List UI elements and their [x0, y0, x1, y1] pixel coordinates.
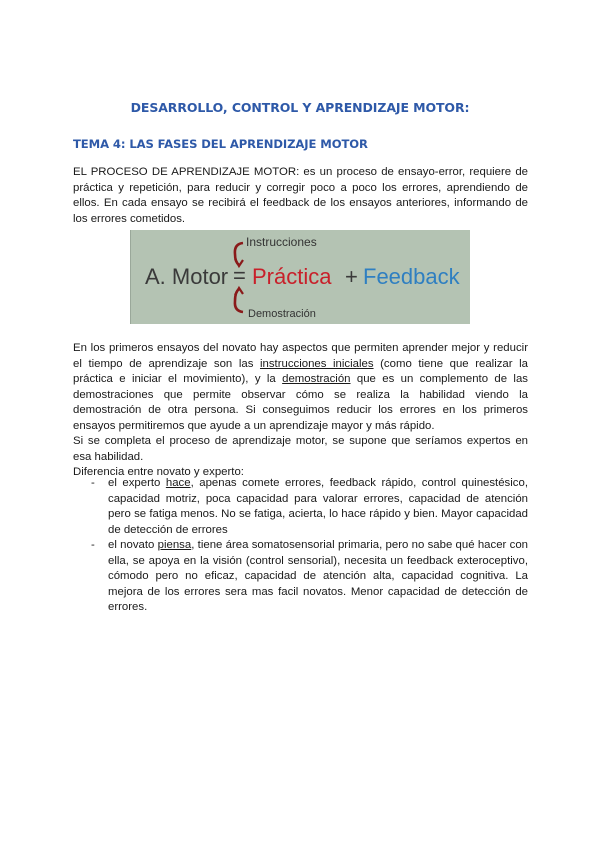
section-title: TEMA 4: LAS FASES DEL APRENDIZAJE MOTOR	[73, 137, 368, 151]
body-paragraph	[73, 341, 528, 481]
text-run: Si se completa el proceso de aprendizaje motor, se supone que seríamos expertos en esa habilidad.	[73, 435, 528, 463]
text-run: , tiene área somatosensorial primaria, pero no sabe qué hacer con ella, se apoya en la visión (control sensorial), necesita un feedback exteroceptivo, cómodo pero no eficaz, capacidad de atención alta, capacidad cognitiva. La mejora de los errores sera mas facil novatos. Menor capacidad de detección de errores.	[108, 539, 528, 613]
diagram-practica: Práctica	[252, 264, 332, 289]
diagram-feedback: Feedback	[363, 264, 460, 289]
intro-paragraph: EL PROCESO DE APRENDIZAJE MOTOR: es un proceso de ensayo-error, requiere de práctica y repetición, para reducir y corregir poco a poco los errores, aprendiendo de ellos. En cada ensayo se recibirá el feedback de los ensayos anteriores, informando de los errores cometidos.	[73, 166, 528, 225]
bullet-dash: -	[91, 477, 95, 489]
document-title: DESARROLLO, CONTROL Y APRENDIZAJE MOTOR:	[130, 100, 470, 115]
underlined-term-hace: hace	[165, 477, 191, 489]
text-run: que es un complemento de las demostraciones que permite observar cómo se realiza la habilidad viendo la demostración de otra persona. Si conseguimos reducir los errores en los primeros ensayos permitiremos que ayude a un aprendizaje mayor y más rápido.	[73, 373, 528, 432]
diagram-motor: A. Motor	[145, 264, 229, 289]
underlined-term-piensa: piensa	[157, 539, 192, 551]
text-run: (como tiene que realizar la práctica e iniciar el movimiento), y la	[73, 357, 528, 385]
comparison-list	[73, 476, 528, 616]
diagram-instrucciones: Instrucciones	[246, 235, 317, 249]
list-item-novato	[73, 538, 528, 616]
bullet-dash: -	[91, 539, 95, 551]
text-run: el novato	[108, 539, 158, 551]
list-item-experto	[73, 476, 528, 538]
underlined-term-instrucciones: instrucciones iniciales	[259, 357, 374, 370]
motor-learning-diagram	[130, 230, 470, 324]
text-run: En los primeros ensayos del novato hay aspectos que permiten aprender mejor y reducir el tiempo de aprendizaje son las	[73, 342, 528, 370]
text-run: Diferencia entre novato y experto:	[73, 466, 244, 478]
text-run: el experto	[108, 477, 166, 489]
diagram-equals: =	[233, 263, 246, 288]
underlined-term-demostracion: demostración	[282, 373, 351, 385]
text-run: , apenas comete errores, feedback rápido, control quinestésico, capacidad motriz, poca capacidad para valorar errores, capacidad de atención pero se fatiga menos. No se fatiga, acierta, lo hace rápido y bien. Mayor capacidad de detección de errores	[108, 477, 528, 536]
diagram-plus: +	[345, 264, 358, 289]
diagram-demostracion: Demostración	[248, 308, 316, 320]
